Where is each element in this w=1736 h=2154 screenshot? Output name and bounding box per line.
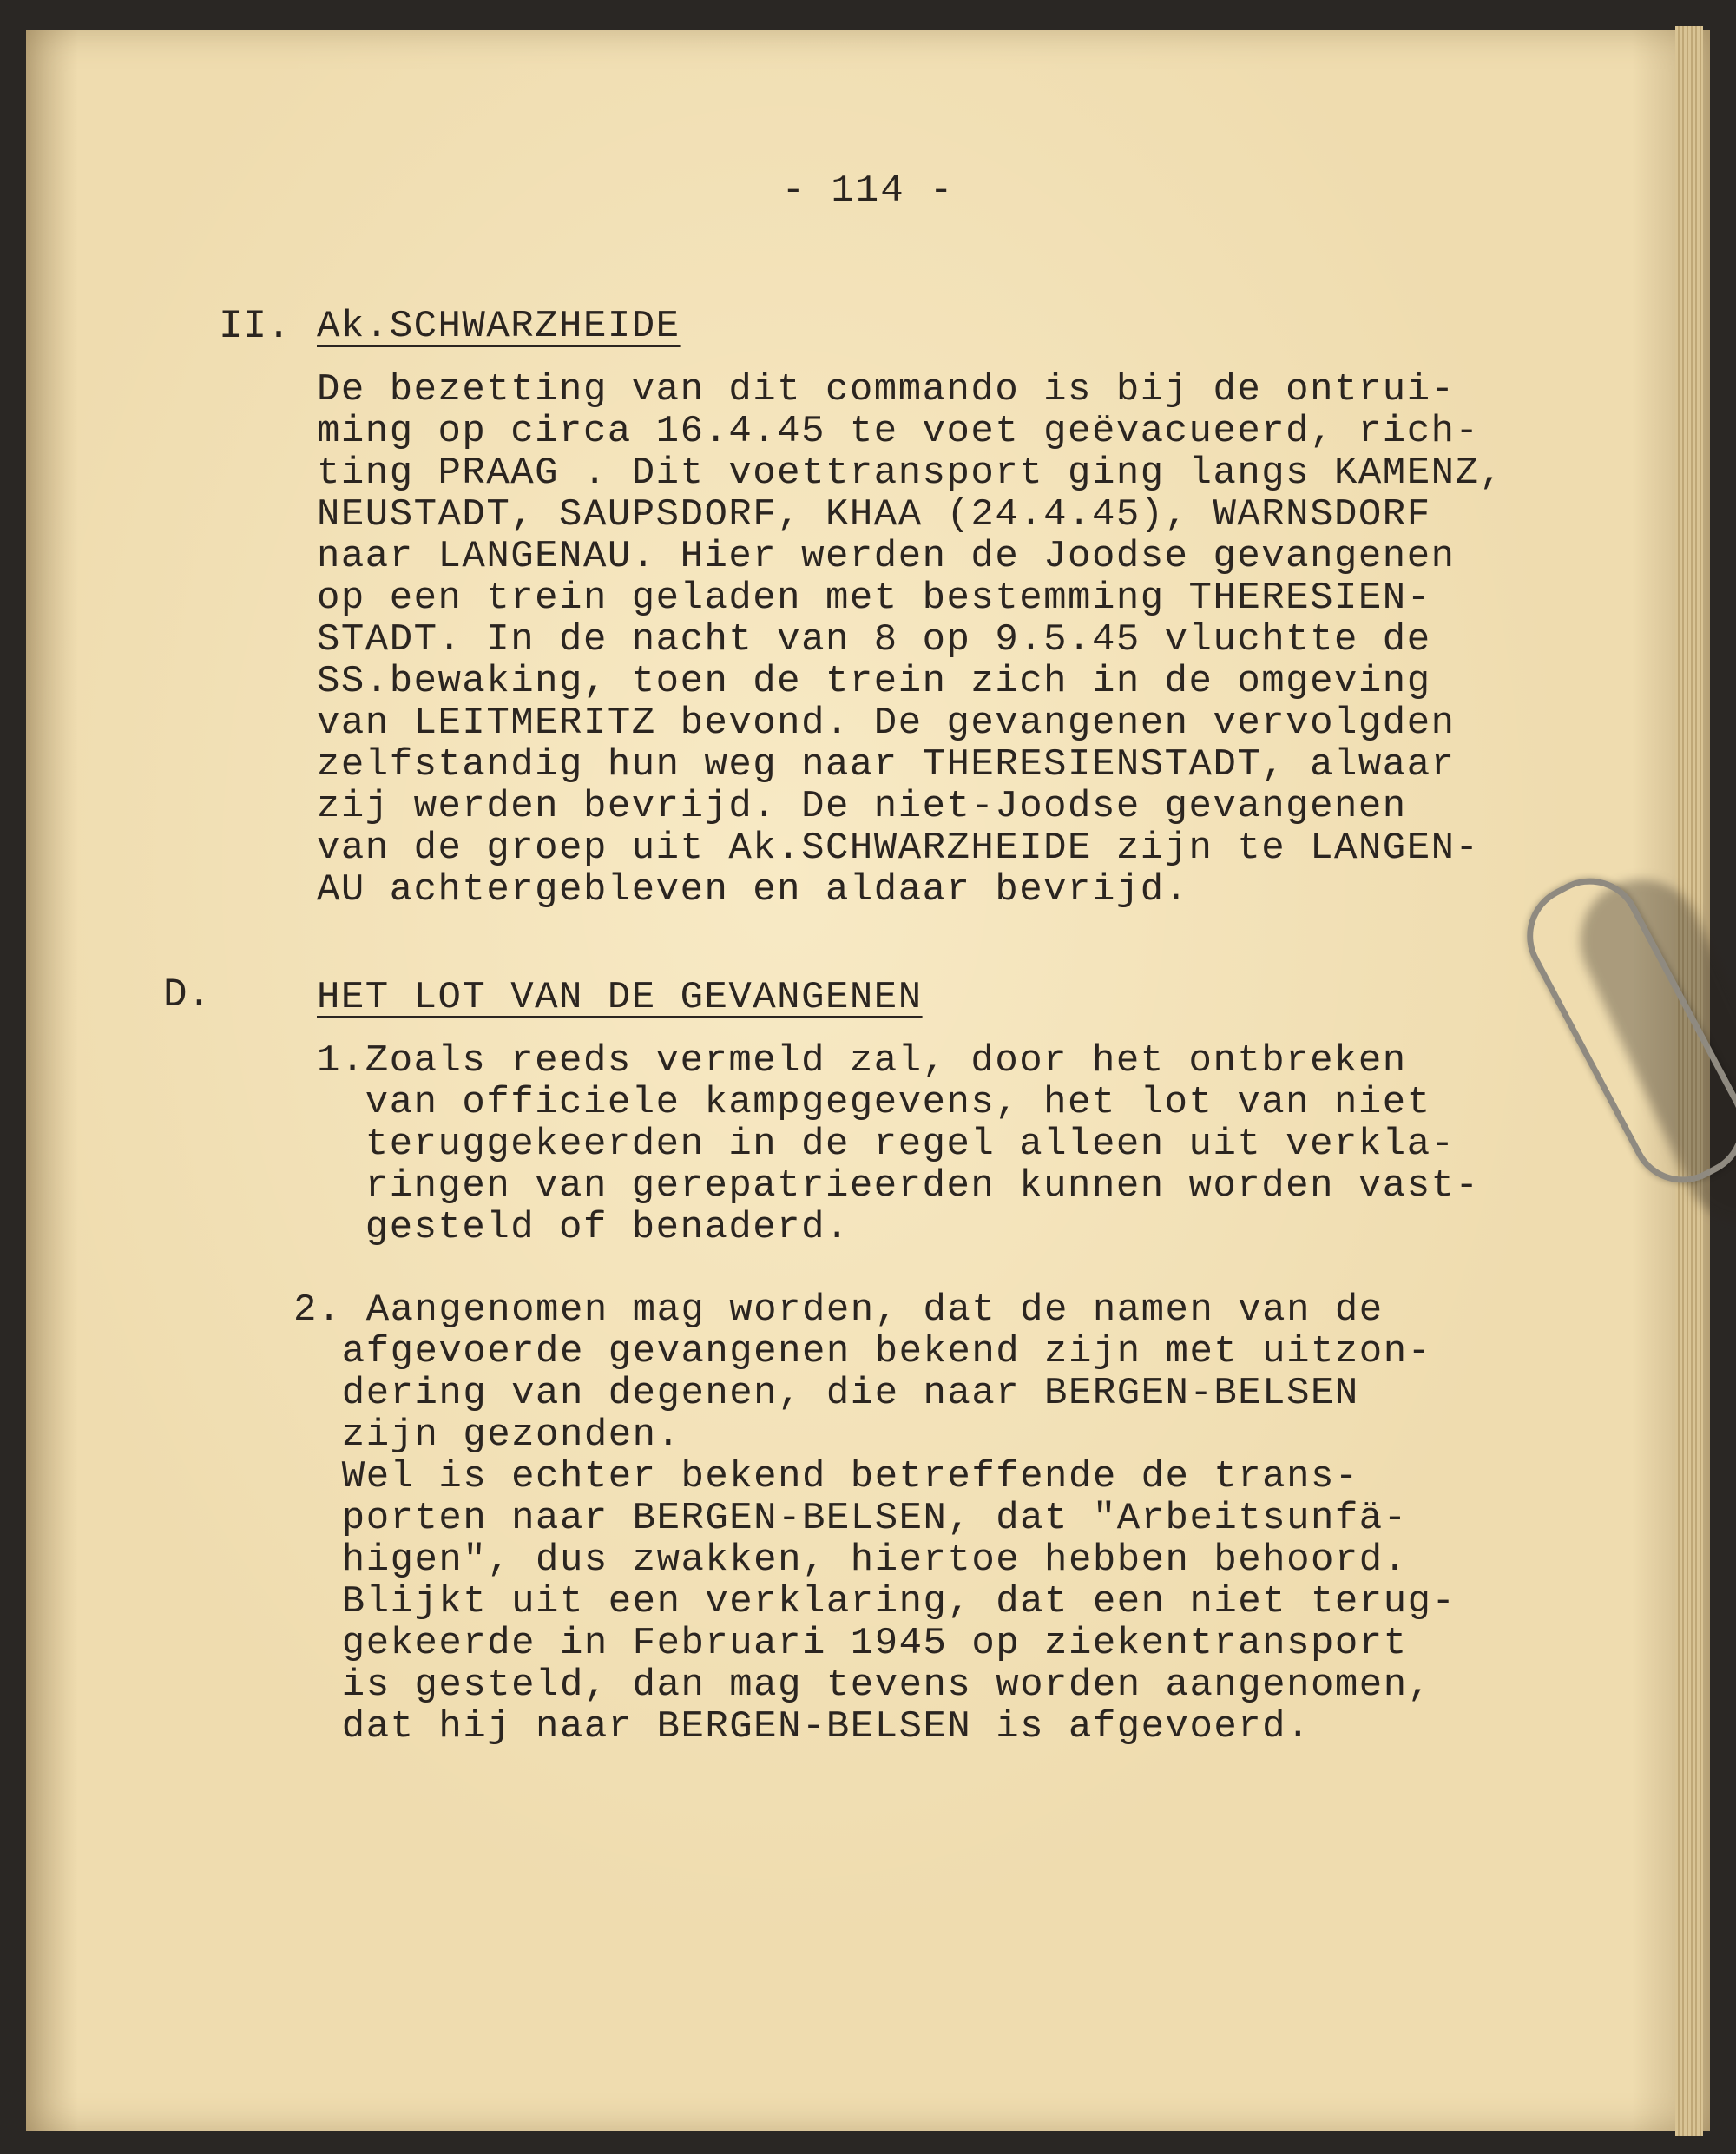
body-line: afgevoerde gevangenen bekend zijn met uitzon- <box>293 1330 1432 1373</box>
body-line: Blijkt uit een verklaring, dat een niet terug- <box>293 1580 1457 1624</box>
body-line: gekeerde in Februari 1945 op ziekentransport <box>293 1622 1408 1665</box>
body-line: op een trein geladen met bestemming THERESIEN- <box>317 576 1431 620</box>
body-line: De bezetting van dit commando is bij de ontrui- <box>317 368 1456 412</box>
body-line: van officiele kampgegevens, het lot van niet <box>317 1081 1431 1124</box>
body-line: SS.bewaking, toen de trein zich in de omgeving <box>317 660 1431 703</box>
body-line: zij werden bevrijd. De niet-Joodse gevangenen <box>317 785 1407 828</box>
section-ii-heading: Ak.SCHWARZHEIDE <box>317 305 681 348</box>
body-line: ting PRAAG . Dit voettransport ging langs KAMENZ, <box>317 451 1504 495</box>
body-line: ming op circa 16.4.45 te voet geëvacueerd, rich- <box>317 410 1480 453</box>
section-ii-marker: II. <box>219 304 291 349</box>
body-line: 2. Aangenomen mag worden, dat de namen van de <box>293 1288 1384 1332</box>
body-line: STADT. In de nacht van 8 op 9.5.45 vluchtte de <box>317 618 1431 662</box>
body-line: is gesteld, dan mag tevens worden aangenomen, <box>293 1663 1432 1707</box>
body-line: dat hij naar BERGEN-BELSEN is afgevoerd. <box>293 1705 1311 1749</box>
section-d-heading: HET LOT VAN DE GEVANGENEN <box>317 976 923 1019</box>
body-line: NEUSTADT, SAUPSDORF, KHAA (24.4.45), WARNSDORF <box>317 493 1431 537</box>
body-line: porten naar BERGEN-BELSEN, dat "Arbeitsunfä- <box>293 1497 1408 1540</box>
body-line: teruggekeerden in de regel alleen uit verkla- <box>317 1123 1456 1166</box>
body-line: Wel is echter bekend betreffende de trans- <box>293 1455 1359 1499</box>
body-line: zijn gezonden. <box>293 1413 681 1457</box>
body-line: van de groep uit Ak.SCHWARZHEIDE zijn te LANGEN- <box>317 827 1480 870</box>
body-line: dering van degenen, die naar BERGEN-BELSEN <box>293 1372 1359 1415</box>
body-line: zelfstandig hun weg naar THERESIENSTADT, alwaar <box>317 743 1456 787</box>
page-number: - 114 - <box>781 169 955 213</box>
body-line: 1.Zoals reeds vermeld zal, door het ontbreken <box>317 1039 1407 1083</box>
body-line: higen", dus zwakken, hiertoe hebben behoord. <box>293 1538 1408 1582</box>
body-line: AU achtergebleven en aldaar bevrijd. <box>317 868 1189 912</box>
body-line: naar LANGENAU. Hier werden de Joodse gevangenen <box>317 535 1456 578</box>
body-line: ringen van gerepatrieerden kunnen worden vast- <box>317 1164 1480 1208</box>
body-line: van LEITMERITZ bevond. De gevangenen vervolgden <box>317 702 1456 745</box>
section-d-marker: D. <box>163 972 212 1018</box>
body-line: gesteld of benaderd. <box>317 1206 850 1249</box>
